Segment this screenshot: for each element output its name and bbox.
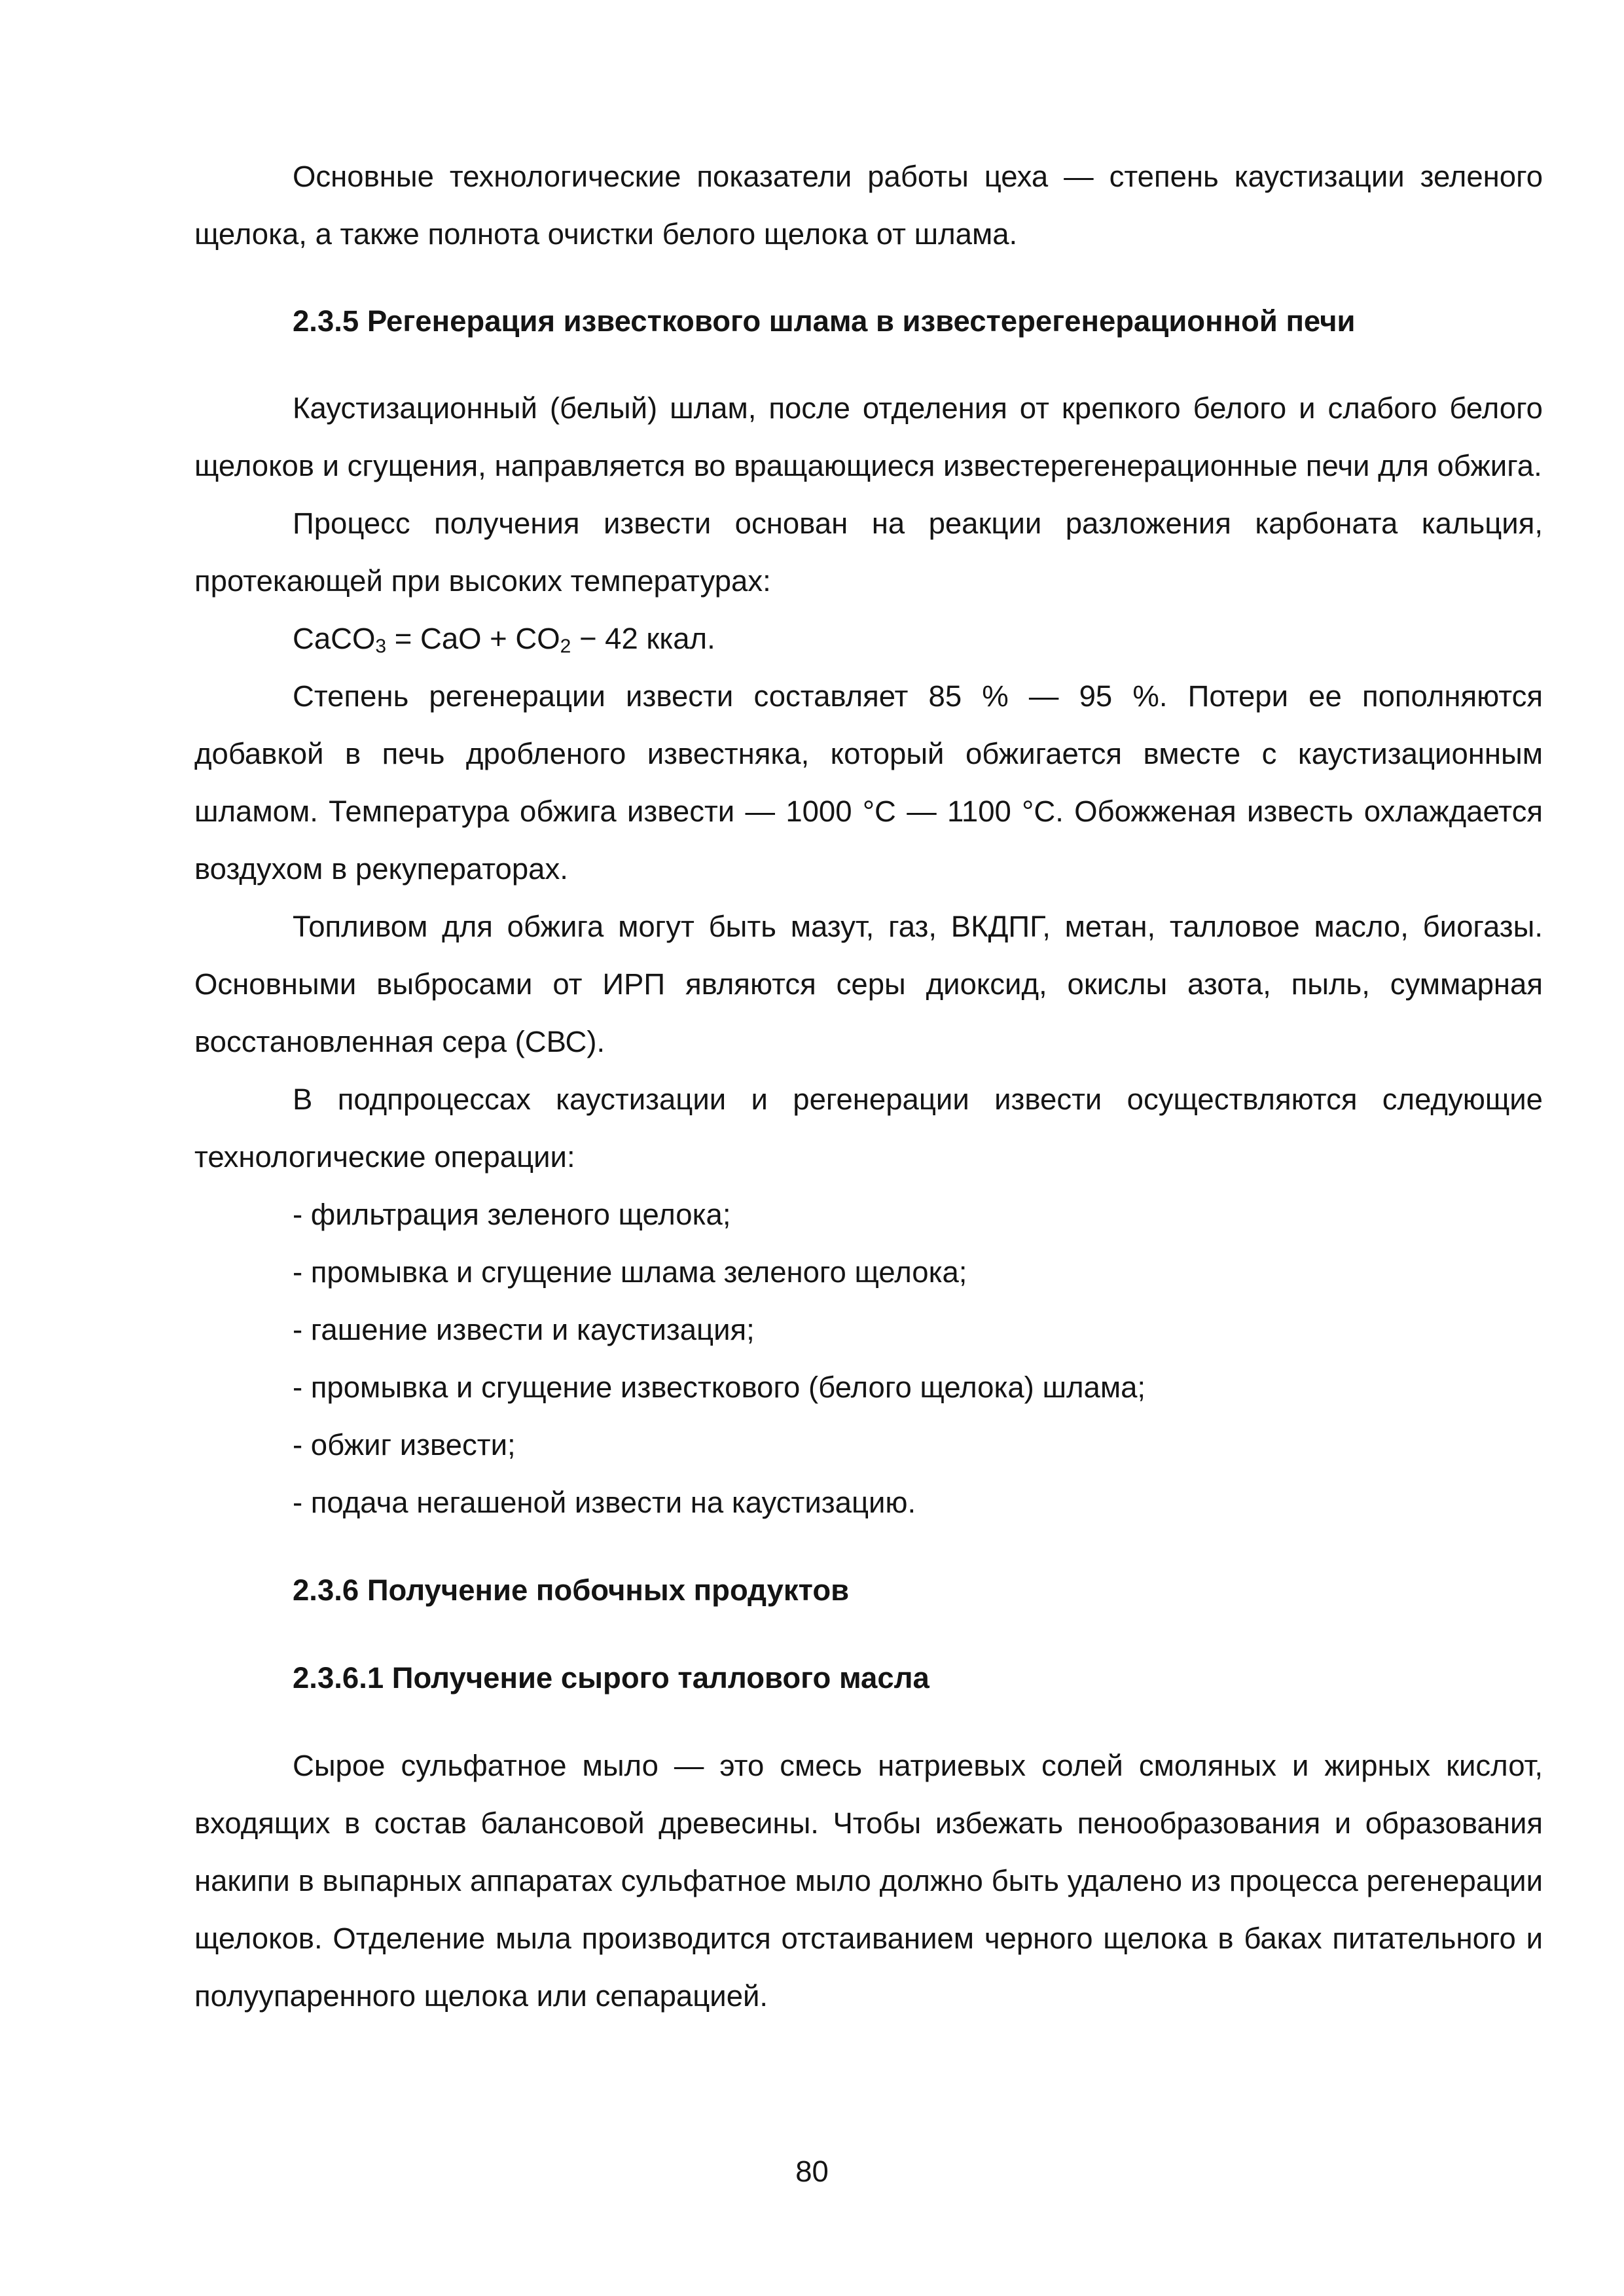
list-item: - фильтрация зеленого щелока;	[293, 1198, 731, 1231]
paragraph-kaustization-sludge: Каустизационный (белый) шлам, после отделения от крепкого белого и слабого белого щелоков и сгущения, направляется во вращающиеся известерегенерационные печи для обжига.	[194, 391, 1543, 482]
page-content	[194, 148, 1543, 2025]
formula-part: − 42 ккал.	[571, 622, 715, 655]
spacer	[194, 1619, 1543, 1649]
spacer	[194, 1707, 1543, 1737]
section-heading-2-3-6-1: 2.3.6.1 Получение сырого таллового масла	[293, 1661, 929, 1695]
paragraph-lime-process: Процесс получения извести основан на реакции разложения карбоната кальция, протекающей при высоких температурах:	[194, 507, 1543, 598]
paragraph-fuel: Топливом для обжига могут быть мазут, газ, ВКДПГ, метан, талловое масло, биогазы. Основными выбросами от ИРП являются серы диоксид, окислы азота, пыль, суммарная восстановленная сера (СВС).	[194, 910, 1543, 1058]
list-item: - промывка и сгущение шлама зеленого щелока;	[293, 1255, 967, 1289]
list-item: - гашение извести и каустизация;	[293, 1313, 755, 1346]
spacer	[194, 263, 1543, 293]
formula-subscript: 2	[560, 636, 571, 657]
paragraph-operations-intro: В подпроцессах каустизации и регенерации извести осуществляются следующие технологические операции:	[194, 1083, 1543, 1174]
paragraph-regeneration-degree: Степень регенерации извести составляет 85 % — 95 %. Потери ее пополняются добавкой в печь дробленого известняка, который обжигается вместе с каустизационным шламом. Температура обжига извести — 1000 °С — 1100 °С. Обожженая известь охлаждается воздухом в рекуператорах.	[194, 679, 1543, 886]
formula-part: CaCO	[293, 622, 376, 655]
operations-list	[194, 1186, 1543, 1532]
list-item: - обжиг извести;	[293, 1428, 516, 1462]
section-heading-2-3-6: 2.3.6 Получение побочных продуктов	[293, 1573, 850, 1607]
page-number: 80	[795, 2155, 829, 2188]
section-heading-2-3-5: 2.3.5 Регенерация известкового шлама в известерегенерационной печи	[293, 304, 1356, 338]
paragraph-intro: Основные технологические показатели работы цеха — степень каустизации зеленого щелока, а также полнота очистки белого щелока от шлама.	[194, 160, 1543, 251]
list-item: - подача негашеной извести на каустизацию.	[293, 1486, 916, 1519]
paragraph-sulfate-soap: Сырое сульфатное мыло — это смесь натриевых солей смоляных и жирных кислот, входящих в состав балансовой древесины. Чтобы избежать пенообразования и образования накипи в выпарных аппаратах сульфатное мыло должно быть удалено из процесса регенерации щелоков. Отделение мыла производится отстаиванием черного щелока в баках питательного и полуупаренного щелока или сепарацией.	[194, 1749, 1543, 2013]
spacer	[194, 1532, 1543, 1562]
list-item: - промывка и сгущение известкового (белого щелока) шлама;	[293, 1371, 1146, 1404]
formula-part: = CaO + CO	[386, 622, 560, 655]
chemical-formula	[194, 610, 1543, 668]
formula-subscript: 3	[375, 636, 387, 657]
spacer	[194, 350, 1543, 380]
